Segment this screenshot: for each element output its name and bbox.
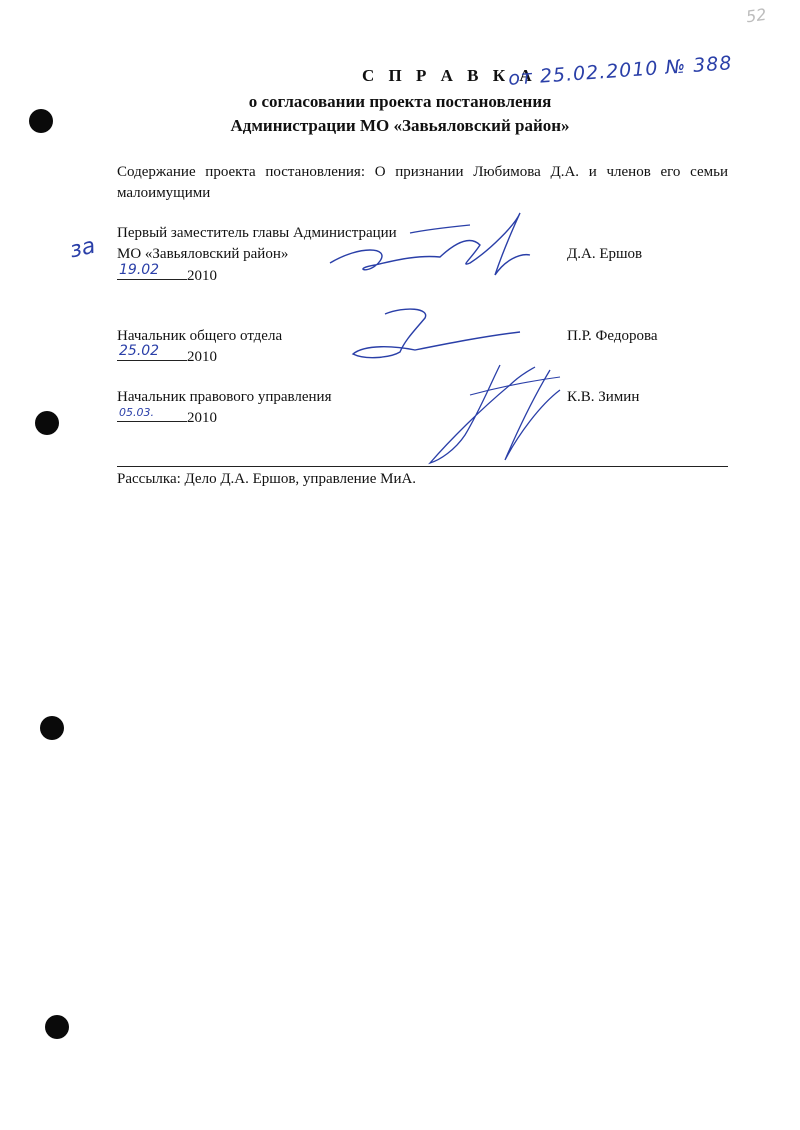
corner-page-mark: 52 [744,4,768,27]
approval-date-row [117,407,217,429]
approver-name: К.В. Зимин [567,389,640,405]
handwritten-date: 19.02 [119,262,160,278]
document-subtitle-line2: Администрации МО «Завьяловский район» [230,116,570,135]
handwritten-date: 25.02 [119,343,160,359]
handwritten-date: 05.03. [119,406,154,419]
date-year: 2010 [187,268,217,284]
approver-position: Первый заместитель главы Администрации [117,225,397,241]
date-line [117,262,187,280]
punch-hole [40,716,64,740]
punch-hole [45,1015,69,1039]
signature-zimin [410,355,570,470]
document-subtitle-line1: о согласовании проекта постановления [248,92,552,111]
separator-line [117,466,728,467]
approver-position: Начальник правового управления [117,389,332,405]
distribution-list: Рассылка: Дело Д.А. Ершов, управление МиА. [117,471,417,487]
approver-name: П.Р. Федорова [567,328,658,344]
date-line [117,343,187,361]
project-content: Содержание проекта постановления: О признании Любимова Д.А. и членов его семьи малоимущими [117,164,728,201]
document-title: С П Р А В К А [362,66,537,85]
date-line [117,407,187,422]
margin-note: за [67,233,98,264]
approver-name: Д.А. Ершов [567,246,643,262]
date-year: 2010 [187,349,217,365]
date-year: 2010 [187,410,217,426]
approval-date-row [117,343,217,368]
approver-position: Начальник общего отдела [117,328,283,344]
approver-position-line2: МО «Завьяловский район» [117,246,289,262]
punch-hole [35,411,59,435]
approval-date-row [117,262,217,287]
handwritten-registration: от 25.02.2010 № 388 [507,52,734,90]
signature-ershov [320,205,540,285]
